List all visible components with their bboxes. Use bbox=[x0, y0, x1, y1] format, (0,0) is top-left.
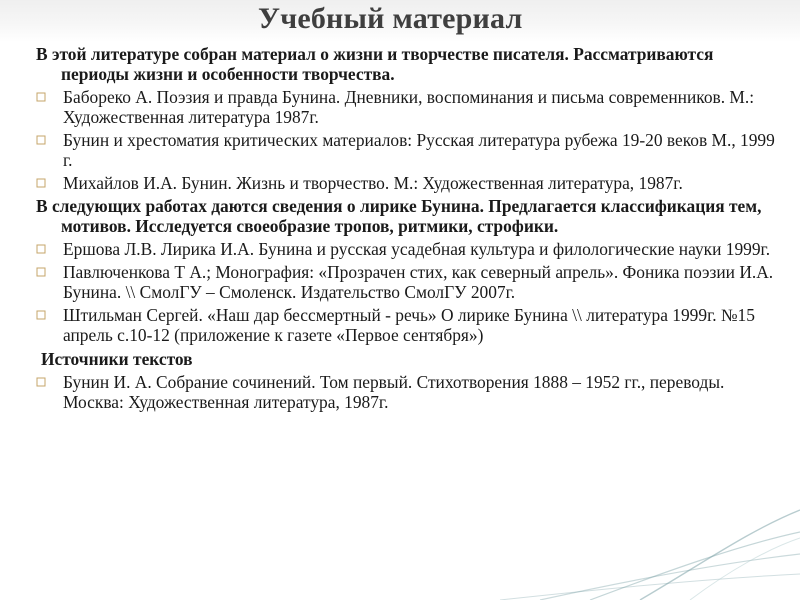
list-item bbox=[36, 87, 776, 127]
list-item-text: Бунин и хрестоматия критических материалов: Русская литература рубежа 19-20 веков М., 1999 г. bbox=[63, 130, 775, 170]
list-item-text: Штильман Сергей. «Наш дар бессмертный - речь» О лирике Бунина \\ литература 1999г. №15 апрель с.10-12 (приложение к газете «Первое сентября») bbox=[63, 305, 755, 345]
corner-swoosh-decoration bbox=[440, 470, 800, 600]
title-bar bbox=[0, 0, 800, 42]
list-item-text: Михайлов И.А. Бунин. Жизнь и творчество. М.: Художественная литература, 1987г. bbox=[63, 173, 683, 193]
list-item bbox=[36, 239, 776, 259]
open-box-bullet-icon bbox=[36, 244, 46, 254]
open-box-bullet-icon bbox=[36, 92, 46, 102]
content-body bbox=[36, 44, 776, 415]
list-item bbox=[36, 173, 776, 193]
section-heading-1: В этой литературе собран материал о жизни и творчестве писателя. Рассматриваются периоды жизни и особенности творчества. bbox=[36, 44, 714, 84]
section-heading-2: В следующих работах даются сведения о лирике Бунина. Предлагается классификация тем, мотивов. Исследуется своеобразие тропов, ритмики, строфики. bbox=[36, 196, 762, 236]
list-item bbox=[36, 262, 776, 302]
list-item-text: Бунин И. А. Собрание сочинений. Том первый. Стихотворения 1888 – 1952 гг., переводы. Москва: Художественная литература, 1987г. bbox=[63, 372, 725, 412]
list-item bbox=[36, 305, 776, 345]
list-item-text: Ершова Л.В. Лирика И.А. Бунина и русская усадебная культура и филологические науки 1999г. bbox=[63, 239, 771, 259]
open-box-bullet-icon bbox=[36, 267, 46, 277]
slide-title: Учебный материал bbox=[258, 2, 523, 35]
open-box-bullet-icon bbox=[36, 377, 46, 387]
list-item-text: Павлюченкова Т А.; Монография: «Прозрачен стих, как северный апрель». Фоника поэзии И.А. Бунина. \\ СмолГУ – Смоленск. Издательство СмолГУ 2007г. bbox=[63, 262, 774, 302]
open-box-bullet-icon bbox=[36, 310, 46, 320]
open-box-bullet-icon bbox=[36, 135, 46, 145]
open-box-bullet-icon bbox=[36, 178, 46, 188]
list-item-text: Бабореко А. Поэзия и правда Бунина. Дневники, воспоминания и письма современников. М.: Художественная литература 1987г. bbox=[63, 87, 755, 127]
list-item bbox=[36, 130, 776, 170]
list-item bbox=[36, 372, 776, 412]
section-heading-sources: Источники текстов bbox=[41, 349, 193, 369]
